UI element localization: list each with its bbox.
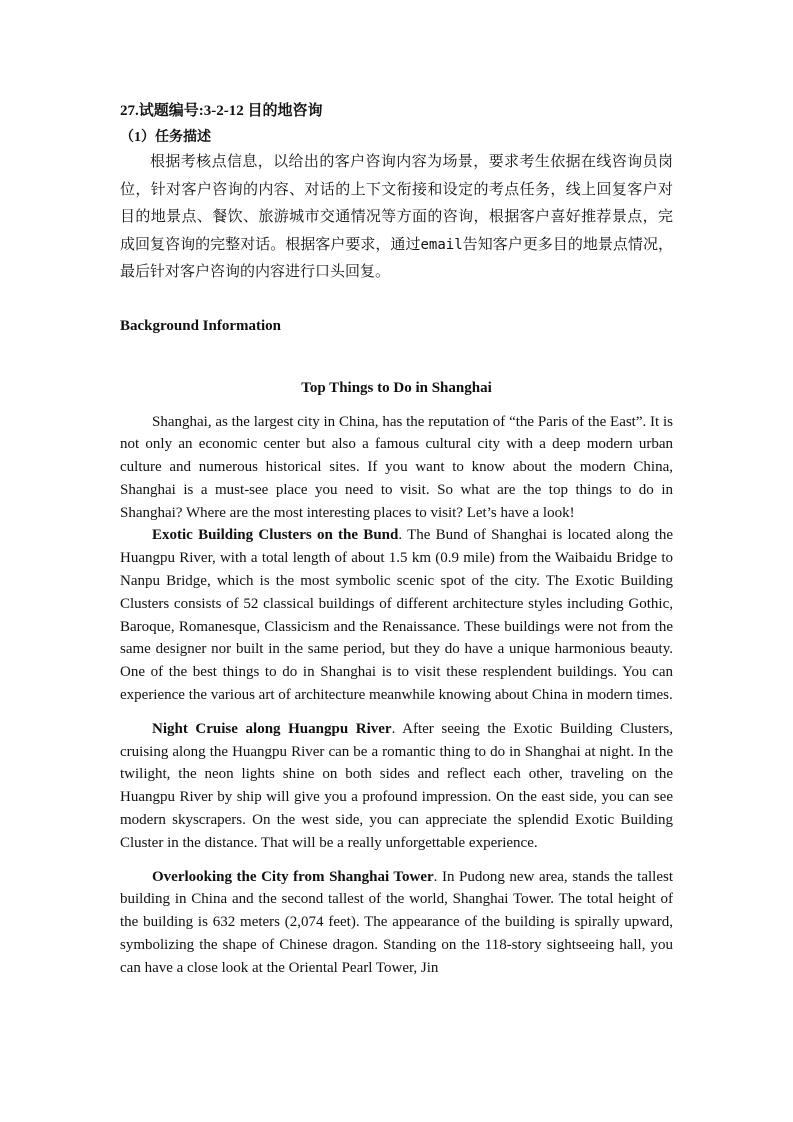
intro-paragraph: Shanghai, as the largest city in China, has the reputation of “the Paris of the East”. It is not only an economic center but also a famous cultural city with a deep modern urban culture and numerous historical sites. If you want to know about the modern China, Shanghai is a must-see place you need to visit. So what are the top things to do in Shanghai? Where are the most interesting places to visit? Let’s have a look! xyxy=(120,413,673,521)
section-title-bund: Exotic Building Clusters on the Bund xyxy=(152,527,399,544)
question-title: 27.试题编号:3-2-12 目的地咨询 xyxy=(120,103,323,119)
task-description xyxy=(120,149,673,287)
background-heading: Background Information xyxy=(120,317,282,334)
section-body-tower: . In Pudong new area, stands the tallest building in China and the second tallest of the world, Shanghai Tower. The total height of the building is 632 meters (2,074 feet). The appearance of the building is spirally upward, symbolizing the shape of Chinese dragon. Standing on the 118-story sightseeing hall, you can have a close look at the Oriental Pearl Tower, Jin xyxy=(120,868,673,976)
section-label: （1）任务描述 xyxy=(120,130,211,145)
section-paragraph-bund xyxy=(120,524,673,706)
task-description-part2: 告知客户更多目的地景点情况，最后针对客户咨询的内容进行口头回复。 xyxy=(120,236,673,280)
task-description-part1: 根据考核点信息，以给出的客户咨询内容为场景，要求考生依据在线咨询员岗位，针对客户咨询的内容、对话的上下文衔接和设定的考点任务，线上回复客户对目的地景点、餐饮、旅游城市交通情况等方面的咨询，根据客户喜好推荐景点，完成回复咨询的完整对话。根据客户要求，通过 xyxy=(120,154,673,253)
email-word: email xyxy=(420,236,463,253)
section-body-bund: . The Bund of Shanghai is located along the Huangpu River, with a total length of about 1.5 km (0.9 mile) from the Waibaidu Bridge to Nanpu Bridge, which is the most symbolic scenic spot of the city. The Exotic Building Clusters consists of 52 classical buildings of different architecture styles including Gothic, Baroque, Romanesque, Classicism and the Renaissance. These buildings were not from the same designer nor built in the same period, but they do have a unique harmonious beauty. One of the best things to do in Shanghai is to visit these resplendent buildings. You can experience the various art of architecture meanwhile knowing about China in modern times. xyxy=(120,527,673,704)
section-title-tower: Overlooking the City from Shanghai Tower xyxy=(152,868,434,885)
page-content xyxy=(120,100,673,980)
article-title: Top Things to Do in Shanghai xyxy=(301,379,492,396)
section-paragraph-cruise xyxy=(120,718,673,855)
section-title-cruise: Night Cruise along Huangpu River xyxy=(152,720,392,737)
section-body-cruise: . After seeing the Exotic Building Clusters, cruising along the Huangpu River can be a romantic thing to do in Shanghai at night. In the twilight, the neon lights shine on both sides and reflect each other, traveling on the Huangpu River by ship will give you a profound impression. On the east side, you can see modern skyscrapers. On the west side, you can appreciate the splendid Exotic Building Cluster in the distance. That will be a really unforgettable experience. xyxy=(120,720,674,851)
section-paragraph-tower xyxy=(120,866,673,980)
